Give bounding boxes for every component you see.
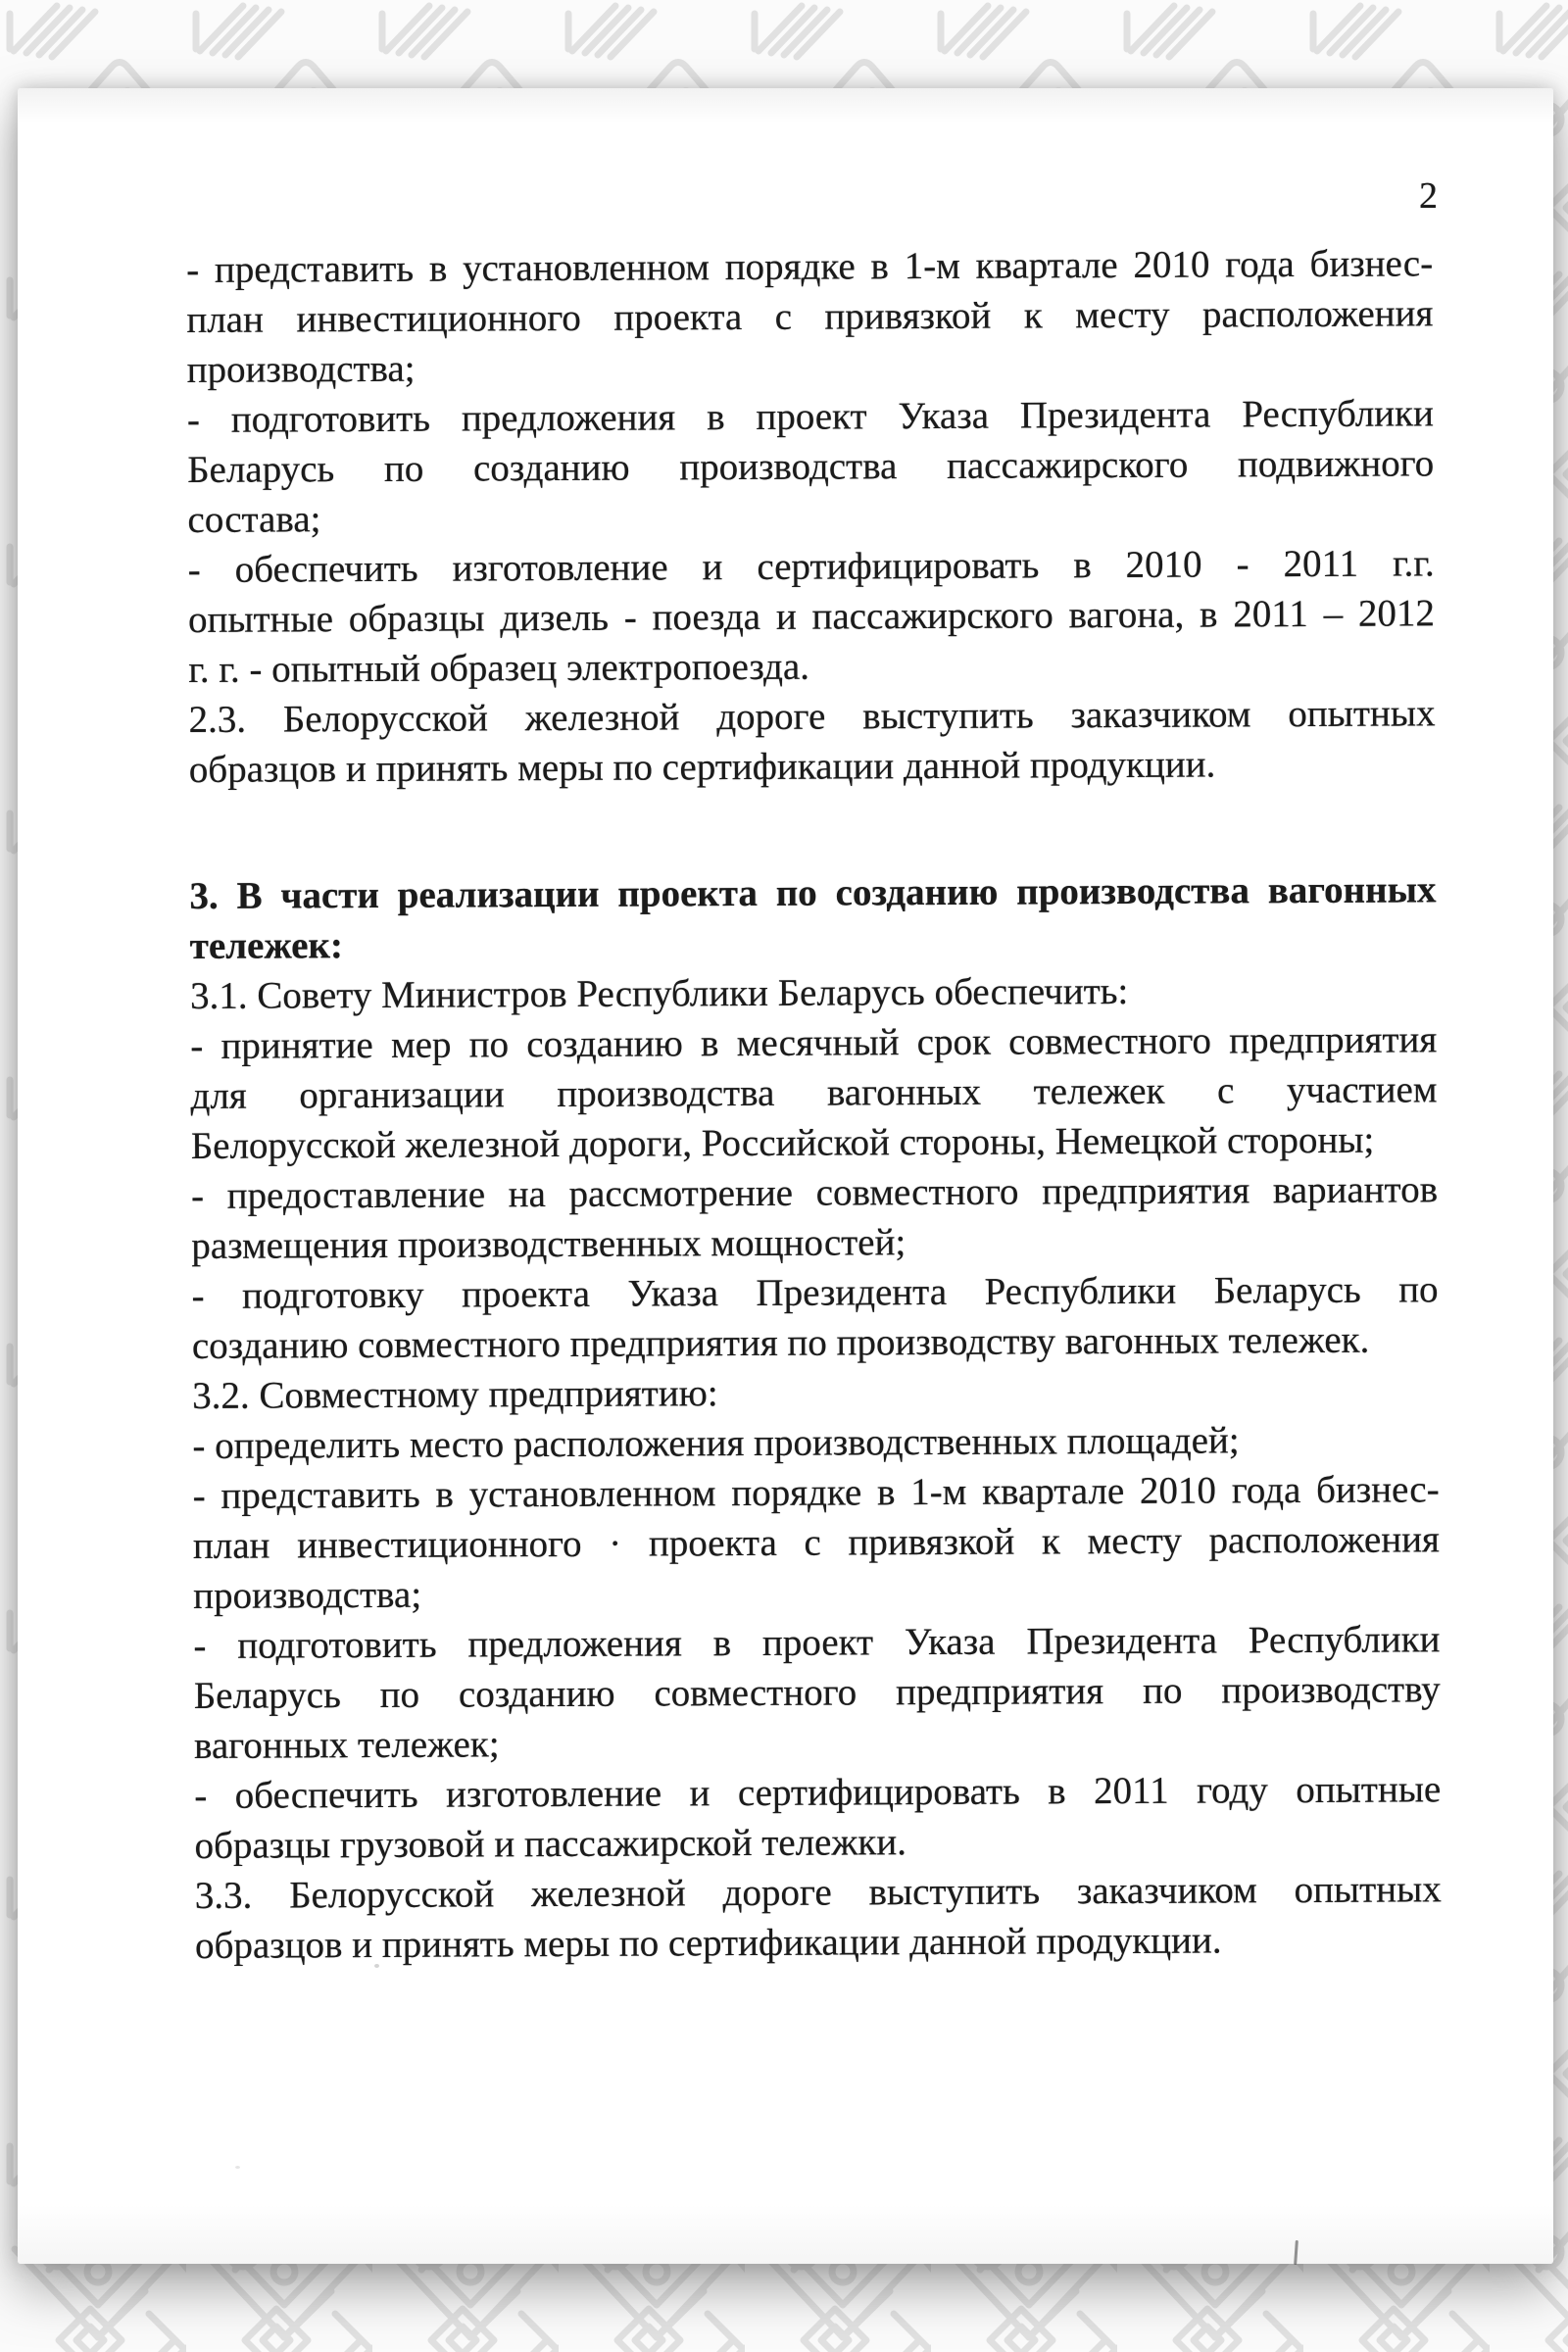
paragraph (190, 964, 1437, 1021)
text-line: - обеспечить изготовление и сертифицировать в 2011 году опытные (194, 1768, 1442, 1817)
text-line: Беларусь по созданию производства пассажирского подвижного (187, 442, 1435, 491)
text-line: образцов и принять меры по сертификации данной продукции. (188, 743, 1216, 791)
text-line: размещения производственных мощностей; (191, 1221, 906, 1267)
text-line: - обеспечить изготовление и сертифицировать в 2010 - 2011 г.г. (187, 542, 1435, 591)
text-line: - принятие мер по созданию в месячный срок совместного предприятия (190, 1018, 1438, 1067)
text-line: г. г. - опытный образец электропоезда. (188, 645, 810, 691)
text-line: план инвестиционного проекта с привязкой к месту расположения (186, 292, 1434, 341)
document-body (186, 238, 1442, 1971)
text-line: вагонных тележек; (193, 1723, 500, 1767)
text-line: образцов и принять меры по сертификации данной продукции. (194, 1919, 1222, 1967)
paragraph (193, 1614, 1441, 1771)
text-line: для организации производства вагонных тележек с участием (190, 1068, 1438, 1117)
text-line: 3.3. Белорусской железной дороге выступить заказчиком опытных (194, 1868, 1442, 1917)
text-line: производства; (193, 1573, 422, 1617)
paragraph (186, 238, 1434, 395)
text-line: Беларусь по созданию совместного предприятия по производству (193, 1668, 1441, 1717)
text-line: образцы грузовой и пассажирской тележки. (194, 1821, 907, 1867)
text-line: состава; (187, 498, 321, 541)
text-line: Белорусской железной дороги, Российской стороны, Немецкой стороны; (190, 1118, 1375, 1167)
paragraph (195, 1864, 1443, 1971)
text-line: - предоставление на рассмотрение совместного предприятия вариантов (190, 1168, 1439, 1217)
scan-speck (374, 1964, 379, 1968)
scan-speck (235, 2166, 240, 2169)
text-line: - представить в установленном порядке в 1-м квартале 2010 года бизнес- (186, 242, 1434, 291)
text-line: - подготовить предложения в проект Указа Президента Республики (193, 1618, 1441, 1667)
paragraph (188, 538, 1436, 695)
paragraph (188, 688, 1436, 795)
paragraph (191, 1264, 1439, 1371)
text-line: - подготовить предложения в проект Указа Президента Республики (186, 392, 1435, 441)
paragraph (192, 1414, 1439, 1471)
paragraph (187, 388, 1435, 545)
paragraph (193, 1464, 1441, 1621)
text-line: 3.2. Совместному предприятию: (192, 1372, 718, 1417)
section-heading (189, 864, 1437, 971)
text-line: тележек: (189, 924, 344, 967)
document-page (18, 88, 1553, 2264)
paragraph (192, 1364, 1439, 1421)
text-line: 3.1. Совету Министров Республики Беларусь обеспечить: (189, 969, 1129, 1017)
text-line: - подготовку проекта Указа Президента Республики Беларусь по (191, 1268, 1439, 1317)
text-line: план инвестиционного · проекта с привязкой к месту расположения (192, 1518, 1441, 1567)
paragraph (191, 1164, 1439, 1271)
text-line: - определить место расположения производственных площадей; (192, 1419, 1240, 1467)
scan-speck (1294, 2240, 1298, 2265)
paragraph (190, 1014, 1438, 1171)
page-number: 2 (1419, 175, 1438, 217)
paragraph (194, 1764, 1442, 1871)
text-line: производства; (186, 347, 416, 391)
text-line: опытные образцы дизель - поезда и пассажирского вагона, в 2011 – 2012 (187, 592, 1436, 641)
text-line: созданию совместного предприятия по производству вагонных тележек. (191, 1318, 1370, 1367)
text-line: - представить в установленном порядке в 1-м квартале 2010 года бизнес- (192, 1468, 1440, 1517)
text-line: 3. В части реализации проекта по созданию производства вагонных (189, 868, 1437, 917)
text-line: 2.3. Белорусской железной дороге выступить заказчиком опытных (188, 692, 1436, 741)
